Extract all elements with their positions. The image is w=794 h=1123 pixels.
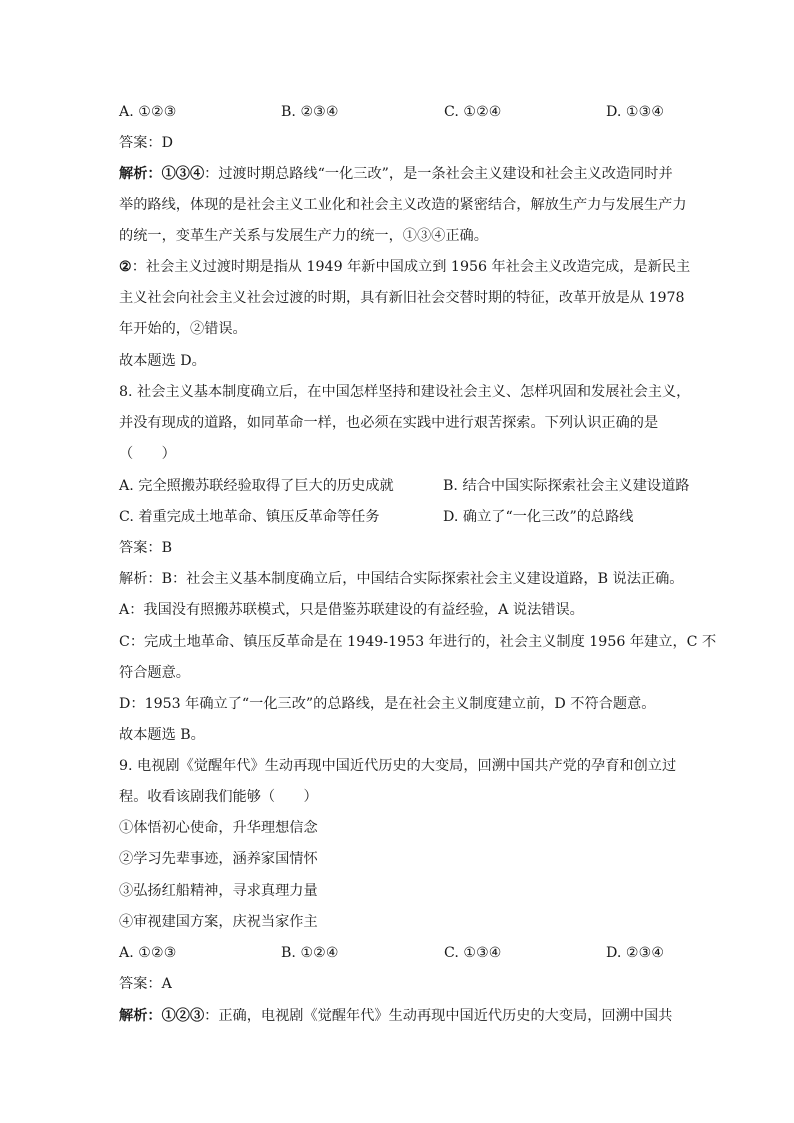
q7-analysis-line: 解析：①③④：过渡时期总路线“一化三改”，是一条社会主义建设和社会主义改造同时并 — [119, 166, 673, 182]
q8-analysis-line: A：我国没有照搬苏联模式，只是借鉴苏联建设的有益经验，A 说法错误。 — [119, 602, 584, 618]
q7-analysis-line: 的统一，变革生产关系与发展生产力的统一，①③④正确。 — [119, 228, 488, 244]
q8-conclusion: 故本题选 B。 — [119, 727, 205, 743]
q8-analysis-line: 符合题意。 — [119, 665, 190, 681]
q9-options — [119, 943, 689, 963]
q8-option-a: A. 完全照搬苏联经验取得了巨大的历史成就 — [119, 478, 394, 494]
q9-option-a: A. ①②③ — [119, 945, 177, 961]
q8-stem-line: 8. 社会主义基本制度确立后，在中国怎样坚持和建设社会主义、怎样巩固和发展社会主义， — [119, 384, 691, 400]
q7-analysis-line: 举的路线，体现的是社会主义工业化和社会主义改造的紧密结合，解放生产力与发展生产力 — [119, 197, 687, 213]
q8-analysis-line: D：1953 年确立了“一化三改”的总路线，是在社会主义制度建立前，D 不符合题意。 — [119, 696, 656, 712]
q7-analysis-line: ②：社会主义过渡时期是指从 1949 年新中国成立到 1956 年社会主义改造完成，是新民主 — [119, 259, 691, 275]
q7-option-c: C. ①②④ — [444, 104, 502, 120]
q9-answer: 答案：A — [119, 976, 172, 992]
q7-analysis-line: 主义社会向社会主义社会过渡的时期，具有新旧社会交替时期的特征，改革开放是从 1978 — [119, 290, 685, 306]
q9-item: ④审视建国方案，庆祝当家作主 — [119, 914, 318, 930]
q7-option-a: A. ①②③ — [119, 104, 177, 120]
q9-stem-line: 9. 电视剧《觉醒年代》生动再现中国近代历史的大变局，回溯中国共产党的孕育和创立过 — [119, 758, 677, 774]
q9-stem-line: 程。收看该剧我们能够（ ） — [119, 789, 318, 805]
q9-item: ①体悟初心使命，升华理想信念 — [119, 820, 318, 836]
q8-analysis-line: 解析：B：社会主义基本制度确立后，中国结合实际探索社会主义建设道路，B 说法正确。 — [119, 571, 684, 587]
q7-answer: 答案：D — [119, 135, 173, 151]
q9-option-c: C. ①③④ — [444, 945, 502, 961]
q8-stem-line: （ ） — [119, 446, 176, 462]
q7-conclusion: 故本题选 D。 — [119, 353, 206, 369]
q8-option-c: C. 着重完成土地革命、镇压反革命等任务 — [119, 509, 380, 525]
q9-item: ③弘扬红船精神，寻求真理力量 — [119, 883, 318, 899]
q8-stem-line: 并没有现成的道路，如同革命一样，也必须在实践中进行艰苦探索。下列认识正确的是 — [119, 415, 659, 431]
q8-option-d: D. 确立了“一化三改”的总路线 — [443, 509, 634, 525]
q9-option-b: B. ①②④ — [281, 945, 339, 961]
q8-options-row — [119, 476, 689, 496]
q7-option-b: B. ②③④ — [281, 104, 339, 120]
q9-analysis-line: 解析：①②③：正确，电视剧《觉醒年代》生动再现中国近代历史的大变局，回溯中国共 — [119, 1008, 673, 1024]
q7-options — [119, 102, 689, 122]
q7-analysis-line: 年开始的，②错误。 — [119, 321, 247, 337]
q8-option-b: B. 结合中国实际探索社会主义建设道路 — [443, 478, 690, 494]
q8-answer: 答案：B — [119, 540, 172, 556]
q7-option-d: D. ①③④ — [606, 104, 665, 120]
q8-options-row — [119, 507, 689, 527]
q9-item: ②学习先辈事迹，涵养家国情怀 — [119, 851, 318, 867]
q9-option-d: D. ②③④ — [606, 945, 665, 961]
q8-analysis-line: C：完成土地革命、镇压反革命是在 1949-1953 年进行的，社会主义制度 1956 年建立，C 不 — [119, 634, 717, 650]
